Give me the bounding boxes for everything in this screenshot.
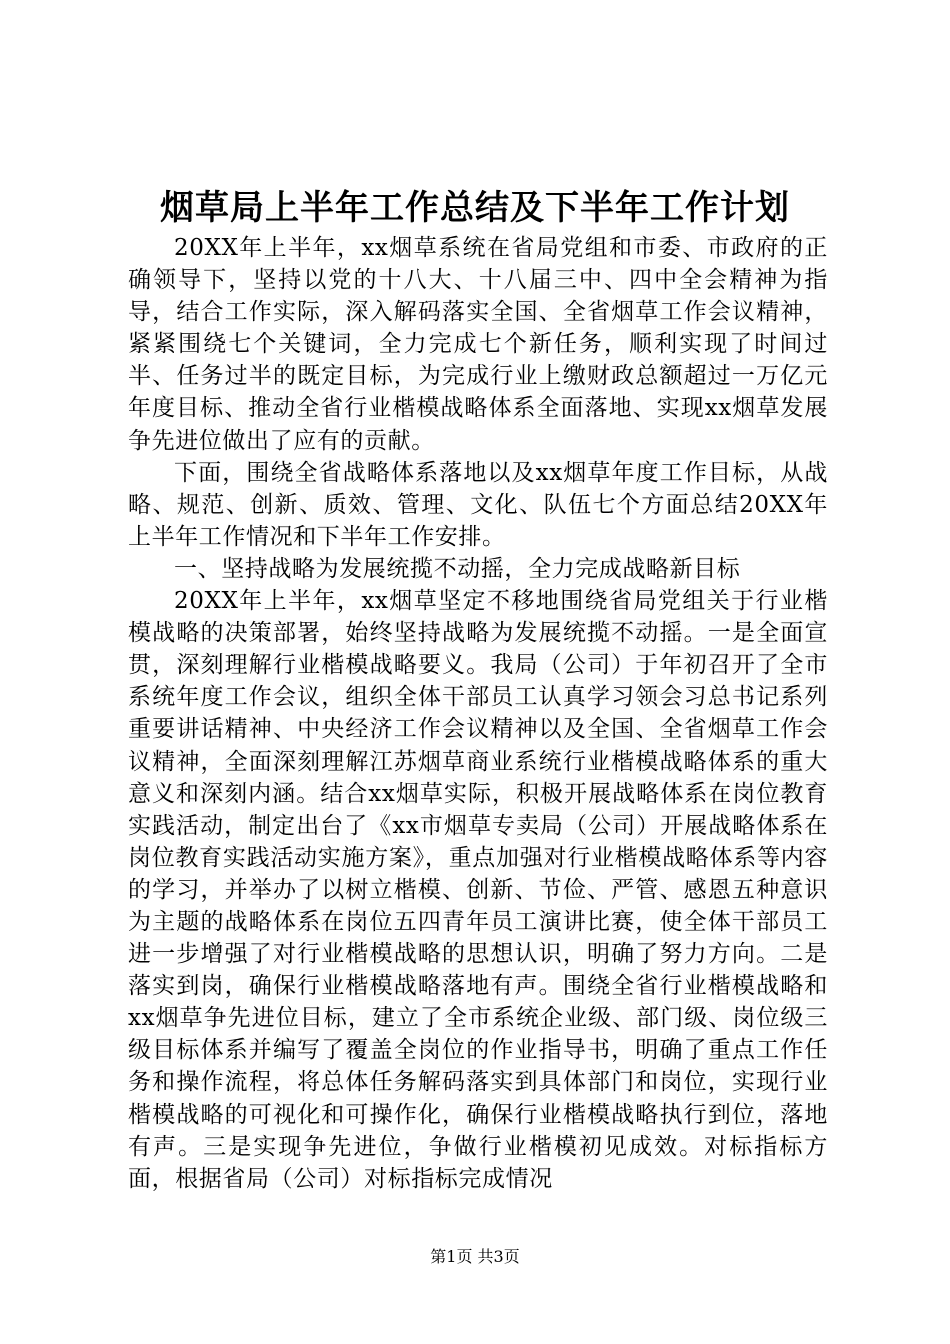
- section-1-body-paragraph: 20XX年上半年，xx烟草坚定不移地围绕省局党组关于行业楷模战略的决策部署，始终坚持战略为发展统揽不动摇。一是全面宣贯，深刻理解行业楷模战略要义。我局（公司）于年初召开了全市系统年度工作会议，组织全体干部员工认真学习领会习总书记系列重要讲话精神、中央经济工作会议精神以及全国、全省烟草工作会议精神，全面深刻理解江苏烟草商业系统行业楷模战略体系的重大意义和深刻内涵。结合xx烟草实际，积极开展战略体系在岗位教育实践活动，制定出台了《xx市烟草专卖局（公司）开展战略体系在岗位教育实践活动实施方案》，重点加强对行业楷模战略体系等内容的学习，并举办了以树立楷模、创新、节俭、严管、感恩五种意识为主题的战略体系在岗位五四青年员工演讲比赛，使全体干部员工进一步增强了对行业楷模战略的思想认识，明确了努力方向。二是落实到岗，确保行业楷模战略落地有声。围绕全省行业楷模战略和xx烟草争先进位目标，建立了全市系统企业级、部门级、岗位级三级目标体系并编写了覆盖全岗位的作业指导书，明确了重点工作任务和操作流程，将总体任务解码落实到具体部门和岗位，实现行业楷模战略的可视化和可操作化，确保行业楷模战略执行到位，落地有声。三是实现争先进位，争做行业楷模初见成效。对标指标方面，根据省局（公司）对标指标完成情况: [128, 588, 828, 1192]
- overview-paragraph: 下面，围绕全省战略体系落地以及xx烟草年度工作目标，从战略、规范、创新、质效、管理、文化、队伍七个方面总结20XX年上半年工作情况和下半年工作安排。: [128, 459, 828, 550]
- intro-paragraph: 20XX年上半年，xx烟草系统在省局党组和市委、市政府的正确领导下，坚持以党的十八大、十八届三中、四中全会精神为指导，结合工作实际，深入解码落实全国、全省烟草工作会议精神，紧紧围绕七个关键词，全力完成七个新任务，顺利实现了时间过半、任务过半的既定目标，为完成行业上缴财政总额超过一万亿元年度目标、推动全省行业楷模战略体系全面落地、实现xx烟草发展争先进位做出了应有的贡献。: [128, 235, 828, 454]
- document-body: [128, 232, 828, 1195]
- document-title: 烟草局上半年工作总结及下半年工作计划: [160, 188, 790, 228]
- section-heading-1: 一、坚持战略为发展统揽不动摇，全力完成战略新目标: [174, 555, 741, 582]
- page-number-footer: 第1页 共3页: [430, 1247, 520, 1266]
